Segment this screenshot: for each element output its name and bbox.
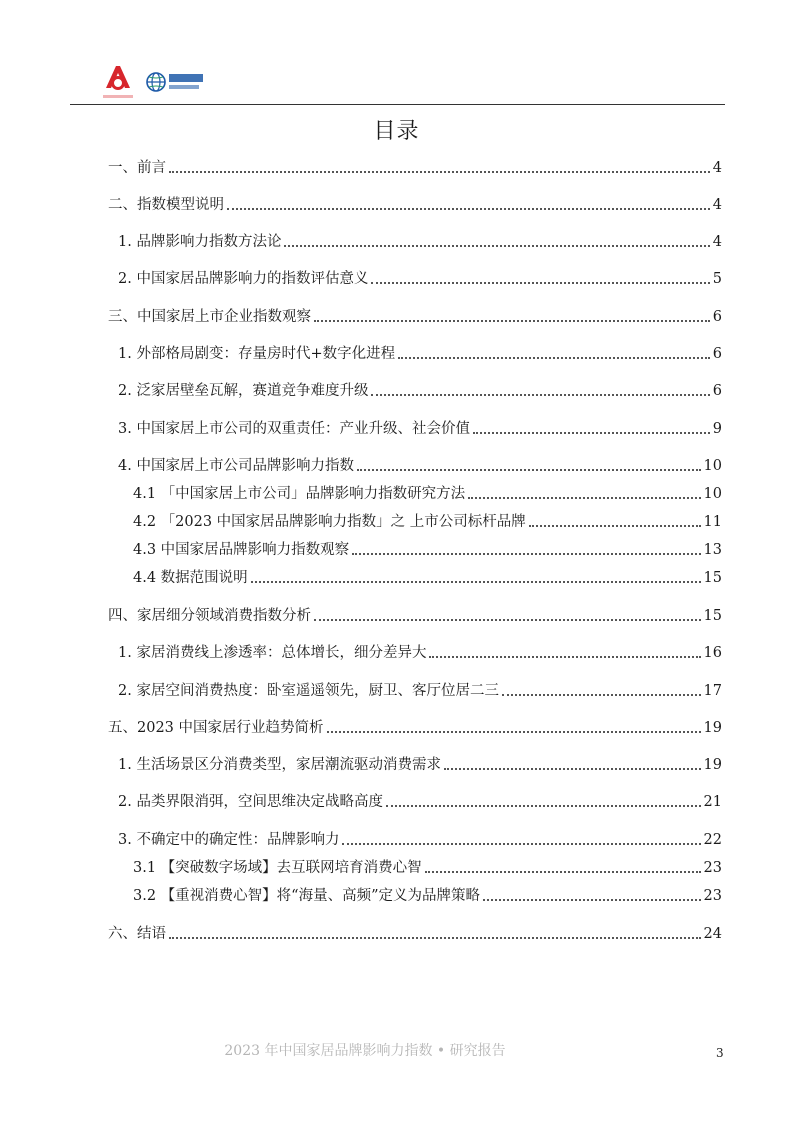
toc-dot-leader	[357, 469, 701, 471]
toc-entry-page: 16	[703, 645, 722, 661]
toc-entry-label: 1. 家居消费线上渗透率：总体增长，细分差异大	[118, 645, 427, 661]
toc-entry-label: 六、结语	[108, 926, 166, 942]
toc-dot-leader	[529, 525, 701, 527]
toc-entry-label: 1. 外部格局剧变：存量房时代+数字化进程	[118, 346, 396, 362]
toc-dot-leader	[444, 768, 701, 770]
toc-entry-label: 1. 生活场景区分消费类型，家居潮流驱动消费需求	[118, 757, 441, 773]
toc-dot-leader	[327, 731, 701, 733]
toc-dot-leader	[227, 208, 710, 210]
toc-dot-leader	[352, 553, 700, 555]
toc-dot-leader	[284, 245, 709, 247]
toc-entry-label: 2. 泛家居壁垒瓦解，赛道竞争难度升级	[118, 383, 369, 399]
toc-dot-leader	[169, 171, 710, 173]
toc-dot-leader	[429, 656, 700, 658]
toc-entry-page: 21	[703, 794, 722, 810]
toc-entry-page: 4	[712, 160, 722, 176]
toc-entry	[133, 856, 722, 878]
toc-entry-label: 2. 中国家居品牌影响力的指数评估意义	[118, 271, 369, 287]
toc-entry	[118, 790, 722, 812]
toc-entry	[108, 922, 722, 944]
toc-entry-label: 3.1 【突破数字场域】去互联网培育消费心智	[133, 860, 422, 876]
toc-entry	[133, 884, 722, 906]
toc-entry-label: 3.2 【重视消费心智】将“海量、高频”定义为品牌策略	[133, 888, 480, 904]
toc-dot-leader	[342, 843, 700, 845]
toc-entry-page: 15	[703, 570, 722, 586]
toc-entry-page: 24	[703, 926, 722, 942]
toc-entry-label: 1. 品牌影响力指数方法论	[118, 234, 282, 250]
toc-entry-page: 19	[703, 720, 722, 736]
toc-entry	[118, 379, 722, 401]
toc-entry-page: 13	[703, 542, 722, 558]
toc-entry-page: 4	[712, 234, 722, 250]
toc-entry	[118, 417, 722, 439]
toc-entry-label: 2. 品类界限消弭，空间思维决定战略高度	[118, 794, 383, 810]
toc-entry	[108, 305, 722, 327]
toc-entry	[108, 604, 722, 626]
toc-entry-label: 4. 中国家居上市公司品牌影响力指数	[118, 458, 354, 474]
toc-entry-page: 6	[712, 346, 722, 362]
toc-entry	[133, 538, 722, 560]
toc-entry	[133, 566, 722, 588]
toc-entry-label: 一、前言	[108, 160, 166, 176]
footer-report-title: 2023 年中国家居品牌影响力指数 • 研究报告	[224, 1043, 506, 1059]
toc-entry-page: 17	[703, 683, 722, 699]
toc-dot-leader	[314, 320, 710, 322]
toc-dot-leader	[371, 282, 709, 284]
toc-entry	[118, 753, 722, 775]
toc-entry	[118, 454, 722, 476]
toc-entry-label: 四、家居细分领域消费指数分析	[108, 608, 311, 624]
toc-entry-page: 10	[703, 458, 722, 474]
toc-entry-page: 10	[703, 486, 722, 502]
toc-dot-leader	[473, 432, 710, 434]
toc-dot-leader	[398, 357, 710, 359]
toc-entry	[118, 230, 722, 252]
toc-entry-page: 6	[712, 309, 722, 325]
toc-dot-leader	[251, 581, 701, 583]
toc-dot-leader	[169, 937, 701, 939]
toc-entry	[118, 342, 722, 364]
toc-entry-page: 15	[703, 608, 722, 624]
toc-entry-label: 4.4 数据范围说明	[133, 570, 248, 586]
toc-entry-label: 3. 中国家居上市公司的双重责任：产业升级、社会价值	[118, 421, 470, 437]
toc-entry-label: 4.1 「中国家居上市公司」品牌影响力指数研究方法	[133, 486, 466, 502]
crc-index-logo	[146, 70, 226, 94]
toc-entry-label: 三、中国家居上市企业指数观察	[108, 309, 311, 325]
toc-dot-leader	[314, 619, 701, 621]
toc-dot-leader	[371, 394, 709, 396]
toc-entry-page: 4	[712, 197, 722, 213]
page-header	[100, 62, 720, 102]
toc-entry	[118, 267, 722, 289]
association-logo	[100, 62, 136, 102]
toc-entry	[133, 510, 722, 532]
toc-entry	[108, 716, 722, 738]
toc-entry	[133, 482, 722, 504]
toc-dot-leader	[386, 805, 701, 807]
toc-entry-label: 五、2023 中国家居行业趋势简析	[108, 720, 324, 736]
toc-entry-page: 9	[712, 421, 722, 437]
toc-entry-page: 6	[712, 383, 722, 399]
toc-entry-label: 二、指数模型说明	[108, 197, 224, 213]
toc-entry-page: 11	[703, 514, 722, 530]
toc-entry-label: 3. 不确定中的确定性：品牌影响力	[118, 832, 340, 848]
toc-entry-label: 2. 家居空间消费热度：卧室遥遥领先，厨卫、客厅位居二三	[118, 683, 499, 699]
toc-dot-leader	[468, 497, 700, 499]
header-rule	[70, 104, 725, 105]
toc-title: 目录	[373, 119, 420, 144]
toc-entry	[118, 828, 722, 850]
toc-dot-leader	[483, 899, 701, 901]
toc-entry-page: 23	[703, 888, 722, 904]
toc-entry-page: 23	[703, 860, 722, 876]
toc-entry-page: 19	[703, 757, 722, 773]
association-logo-icon	[100, 62, 136, 102]
toc-entry	[108, 193, 722, 215]
toc-entry	[118, 679, 722, 701]
toc-dot-leader	[502, 694, 701, 696]
footer-page-number: 3	[716, 1046, 724, 1060]
toc-entry	[108, 156, 722, 178]
toc-entry-page: 5	[712, 271, 722, 287]
toc-entry-label: 4.2 「2023 中国家居品牌影响力指数」之 上市公司标杆品牌	[133, 514, 526, 530]
toc-entry-page: 22	[703, 832, 722, 848]
toc-dot-leader	[425, 871, 701, 873]
toc-entry	[118, 641, 722, 663]
toc-entry-label: 4.3 中国家居品牌影响力指数观察	[133, 542, 350, 558]
crc-index-logo-icon	[146, 70, 226, 94]
